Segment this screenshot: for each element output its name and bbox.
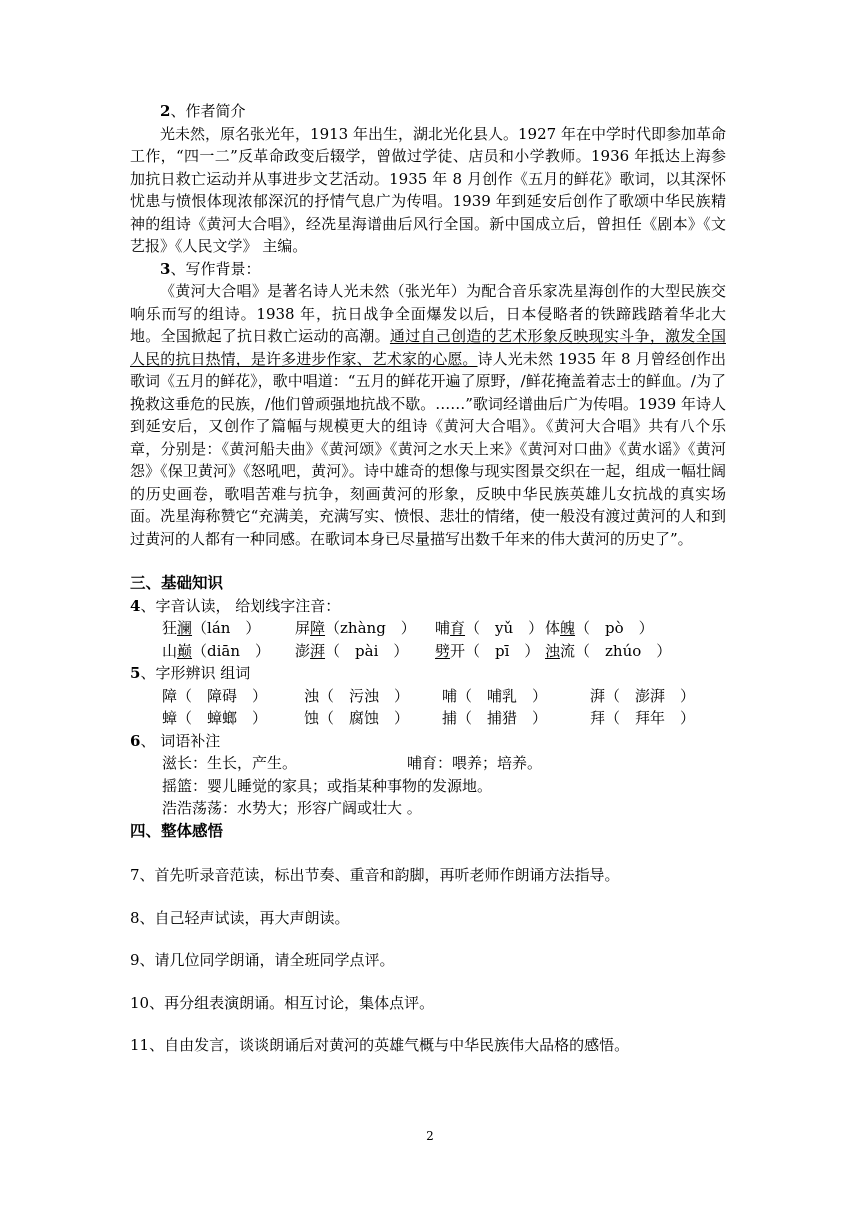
step-item: 8、自己轻声试读，再大声朗读。 <box>130 908 350 927</box>
step-item: 9、请几位同学朗诵，请全班同学点评。 <box>130 951 395 969</box>
q4-heading <box>130 595 726 618</box>
pinyin-item: 体魄（ pò ） <box>545 619 654 637</box>
basics-section-title: 三、基础知识 <box>130 573 224 592</box>
pinyin-item: 浊流（ zhúo ） <box>545 641 672 660</box>
glyph-item: 障（ 障碍 ） <box>162 686 268 705</box>
q6-heading <box>130 730 726 753</box>
background-heading-num: 3 <box>160 259 171 278</box>
glyph-item: 蚀（ 腐蚀 ） <box>304 709 410 727</box>
background-text-a: 《黄河大合唱》是著名诗人光未然（张光年）为配合音乐家冼星海创作的大型民族交响乐而写的组诗。1938 年，抗日战争全面爆发以后，日本侵略者的铁蹄践踏着华北大地。全国掀起了抗日救亡运动的高潮。 <box>130 282 726 345</box>
word-notes <box>130 752 726 820</box>
background-text-underlined: 通过自己创造的艺术形象反映现实斗争，激发全国人民的抗日热情，是许多进步作家、艺术家的心愿。 <box>130 327 726 368</box>
author-heading-num: 2 <box>160 102 171 120</box>
step-item: 7、首先听录音范读，标出节奏、重音和韵脚，再听老师作朗诵方法指导。 <box>130 866 620 884</box>
word-note: 浩浩荡荡：水势大；形容广阔或壮大 。 <box>162 799 422 817</box>
q6-text: 、 词语补注 <box>140 731 221 750</box>
glyph-item: 拜（ 拜年 ） <box>590 709 696 727</box>
q6-num: 6 <box>130 731 141 750</box>
word-note: 摇篮：婴儿睡觉的家具；或指某种事物的发源地。 <box>162 776 493 795</box>
step-item: 10、再分组表演朗诵。相互讨论，集体点评。 <box>130 993 435 1012</box>
overall-section-title: 四、整体感悟 <box>130 820 224 840</box>
q5-text: 、字形辨识 组词 <box>140 664 251 682</box>
glyph-grid <box>130 685 726 730</box>
step-item: 11、自由发言，谈谈朗诵后对黄河的英雄气概与中华民族伟大品格的感悟。 <box>130 1036 630 1054</box>
background-heading-text: 、写作背景： <box>170 259 261 278</box>
q4-num: 4 <box>130 596 141 615</box>
pinyin-item: 澎湃（ pài ） <box>295 641 409 660</box>
q4-text: 、字音认读， 给划线字注音： <box>140 596 341 615</box>
q5-num: 5 <box>130 664 141 682</box>
document-page <box>130 100 726 1057</box>
glyph-item: 浊（ 污浊 ） <box>304 686 410 705</box>
glyph-item: 哺（ 哺乳 ） <box>442 686 548 705</box>
q5-heading <box>130 662 726 685</box>
pinyin-item: 屏障（zhàng ） <box>295 619 416 637</box>
pinyin-item: 哺育（ yǔ ） <box>435 619 544 637</box>
author-paragraph: 光未然，原名张光年，1913 年出生，湖北光化县人。1927 年在中学时代即参加革命工作，“四一二”反革命政变后辍学，曾做过学徒、店员和小学教师。1936 年抵达上海参加抗日救亡运动并从事进步文艺活动。1935 年 8 月创作《五月的鲜花》歌词，以其深怀忧患与愤恨体现浓郁深沉的抒情气息广为传唱。1939 年到延安后创作了歌颂中华民族精神的组诗《黄河大合唱》，经冼星海谱曲后风行全国。新中国成立后，曾担任《剧本》《文艺报》《人民文学》 主编。 <box>130 124 726 255</box>
pinyin-item: 狂澜（lán ） <box>162 619 261 637</box>
word-note: 哺育：喂养；培养。 <box>407 754 543 772</box>
author-heading <box>130 100 726 123</box>
background-heading <box>130 258 726 281</box>
pinyin-item: 山巅（diān ） <box>162 641 271 660</box>
background-paragraph <box>130 280 726 550</box>
author-heading-text: 、作者简介 <box>170 102 246 120</box>
pinyin-item: 劈开（ pī ） <box>435 641 540 660</box>
background-text-b: 诗人光未然 1935 年 8 月曾经创作出歌词《五月的鲜花》，歌中唱道：“五月的鲜花开遍了原野，/鲜花掩盖着志士的鲜血。/为了挽救这垂危的民族，/他们曾顽强地抗战不歇。……”歌词经谱曲后广为传唱。1939 年诗人到延安后，又创作了篇幅与规模更大的组诗《黄河大合唱》。《黄河大合唱》共有八个乐章，分别是：《黄河船夫曲》《黄河颂》《黄河之水天上来》《黄河对口曲》《黄水谣》《黄河怨》《保卫黄河》《怒吼吧，黄河》。诗中雄奇的想像与现实图景交织在一起，组成一幅壮阔的历史画卷，歌唱苦难与抗争，刻画黄河的形象，反映中华民族英雄儿女抗战的真实场面。冼星海称赞它“充满美，充满写实、愤恨、悲壮的情绪，使一般没有渡过黄河的人和到过黄河的人都有一种同感。在歌词本身已尽量描写出数千年来的伟大黄河的历史了”。 <box>130 349 726 548</box>
word-note: 滋长：生长，产生。 <box>162 754 298 772</box>
pinyin-grid <box>130 617 726 662</box>
page-number: 2 <box>426 1129 434 1143</box>
glyph-item: 蟑（ 蟑螂 ） <box>162 709 268 727</box>
glyph-item: 湃（ 澎湃 ） <box>590 686 696 705</box>
glyph-item: 捕（ 捕猎 ） <box>442 709 548 727</box>
